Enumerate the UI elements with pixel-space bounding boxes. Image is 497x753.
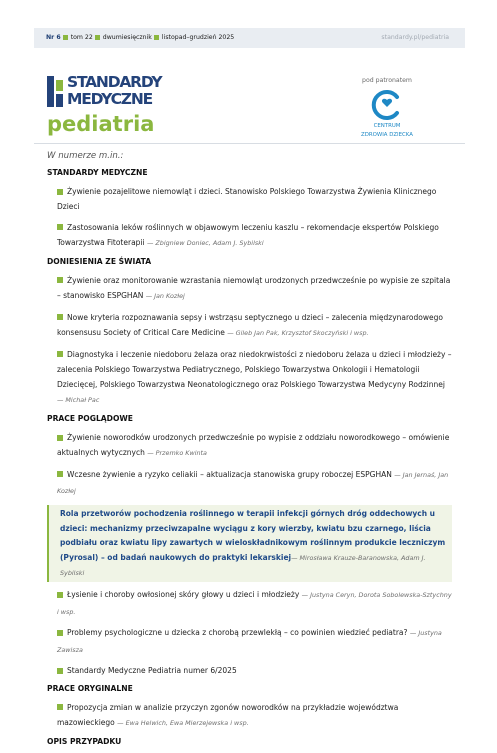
list-item[interactable]: [47, 430, 452, 462]
item-authors: — Michał Pac: [57, 396, 100, 405]
item-title: Żywienie pozajelitowe niemowląt i dzieci. Stanowisko Polskiego Towarzystwa Żywienia Klinicznego Dzieci: [57, 187, 437, 212]
highlight-authors: — Mirosława Krauze-Baranowska, Adam J. Sybilski: [60, 553, 426, 577]
item-authors: — Przemko Kwinta: [147, 449, 207, 458]
czd-logo-icon: [368, 89, 406, 121]
section-title: OPIS PRZYPADKU: [47, 736, 122, 746]
bullet-icon: [57, 224, 63, 230]
bullet-icon: [57, 630, 63, 636]
list-item[interactable]: [47, 700, 452, 732]
volume: tom 22: [70, 34, 93, 41]
bullet-icon: [57, 471, 63, 477]
item-title: Łysienie i choroby owłosionej skóry głowy u dzieci i młodzieży: [67, 590, 300, 600]
section-title: PRACE ORYGINALNE: [47, 683, 133, 693]
issue-info: [46, 34, 234, 41]
patron-org-2: ZDROWIA DZIECKA: [361, 132, 413, 138]
bullet-icon: [57, 592, 63, 598]
item-authors: — Justyna Ceryn, Dorota Sobolewska-Sztychny i wsp.: [57, 591, 452, 616]
list-item[interactable]: [47, 467, 452, 500]
list-item[interactable]: [47, 347, 452, 409]
item-authors: — Jan Jernaś, Jan Kozłej: [57, 470, 449, 496]
list-item[interactable]: [47, 625, 452, 658]
highlight-title: Rola przetworów pochodzenia roślinnego w terapii infekcji górnych dróg oddechowych u dzieci: mechanizmy przeciwzapalne wyciągu z kory wierzby, kwiatu bzu czarnego, liścia podbiału oraz kwiatu lipy zawartych w wieloskładnikowym roślinnym produkcie leczniczym (Pyrosal) – od badań naukowych do praktyki lekarskiej: [60, 508, 446, 562]
item-authors: — Justyna Zawisza: [57, 629, 442, 654]
frequency: dwumiesięcznik: [102, 34, 152, 41]
list-item[interactable]: [47, 587, 452, 620]
toc: [47, 168, 452, 753]
item-title: Problemy psychologiczne u dziecka z chorobą przewlekłą – co powinien wiedzieć pediatra?: [67, 628, 408, 638]
bullet-icon: [57, 314, 63, 320]
list-item[interactable]: [47, 663, 452, 678]
brand-line-2: MEDYCZNE: [67, 90, 152, 108]
bullet-icon: [57, 435, 63, 441]
list-item[interactable]: [47, 220, 452, 252]
bullet-icon: [57, 277, 63, 283]
item-authors: — Jan Kozłej: [145, 292, 185, 301]
item-authors: — Ewa Helwich, Ewa Mierzejewska i wsp.: [117, 719, 249, 728]
divider: [34, 143, 465, 144]
list-item[interactable]: [47, 273, 452, 305]
journal-name: pediatria: [47, 112, 155, 136]
section-title: PRACE POGLĄDOWE: [47, 414, 133, 424]
highlighted-article[interactable]: [47, 505, 452, 583]
patronage: [356, 77, 418, 139]
brand-line-1: STANDARDY: [67, 73, 162, 91]
bullet-icon: [57, 704, 63, 710]
bullet-icon: [57, 189, 63, 195]
item-title: Standardy Medyczne Pediatria numer 6/2025: [67, 666, 237, 676]
brand-logo[interactable]: [47, 74, 207, 108]
bullet-icon: [57, 351, 63, 357]
intro-text: W numerze m.in.:: [47, 151, 124, 161]
item-title: Propozycja zmian w analizie przyczyn zgonów noworodków na przykładzie województwa mazowieckiego: [57, 702, 399, 728]
s-logo-icon: [47, 76, 65, 107]
item-title: Zastosowania leków roślinnych w objawowym leczeniu kaszlu – rekomendacje ekspertów Polskiego Towarzystwa Fitoterapii: [57, 222, 439, 248]
bullet-icon: [57, 668, 63, 674]
green-square-icon: [95, 35, 100, 40]
list-item[interactable]: [47, 310, 452, 342]
site-link[interactable]: standardy.pl/pediatria: [381, 34, 449, 41]
issue-date: listopad–grudzień 2025: [161, 34, 235, 41]
patronage-label: pod patronatem: [362, 77, 412, 84]
item-authors: — Gileb Jan Pak, Krzysztof Skoczyński i wsp.: [227, 328, 369, 337]
green-square-icon: [63, 35, 68, 40]
item-title: Wczesne żywienie a ryzyko celiakii – aktualizacja stanowiska grupy roboczej ESPGHAN: [67, 469, 392, 479]
issue-number: Nr 6: [46, 34, 61, 41]
green-square-icon: [154, 35, 159, 40]
item-title: Żywienie noworodków urodzonych przedwcześnie po wypisie z oddziału noworodkowego – omówienie aktualnych wytycznych: [57, 433, 450, 458]
item-authors: — Zbigniew Doniec, Adam J. Sybilski: [146, 239, 264, 248]
patron-org-1: CENTRUM: [373, 123, 401, 129]
item-title: Żywienie oraz monitorowanie wzrastania niemowląt urodzonych przedwcześnie po wypisie ze szpitala – stanowisko ESPGHAN: [57, 275, 451, 301]
section-title: DONIESIENIA ZE ŚWIATA: [47, 256, 152, 266]
header-bar: [34, 28, 465, 48]
list-item[interactable]: [47, 184, 452, 215]
item-title: Nowe kryteria rozpoznawania sepsy i wstrząsu septycznego u dzieci – zalecenia międzynarodowego konsensusu Society of Critical Care Medicine: [57, 312, 443, 337]
item-title: Diagnostyka i leczenie niedoboru żelaza oraz niedokrwistości z niedoboru żelaza u dzieci i młodzieży – zalecenia Polskiego Towarzystwa Pediatrycznego, Polskiego Towarzystwa Onkologii i Hematologii Dziecięcej, Polskiego Towarzystwa Neonatologicznego oraz Polskiego Towarzystwa Medycyny Rodzinnej: [57, 349, 452, 390]
section-title: STANDARDY MEDYCZNE: [47, 168, 148, 177]
